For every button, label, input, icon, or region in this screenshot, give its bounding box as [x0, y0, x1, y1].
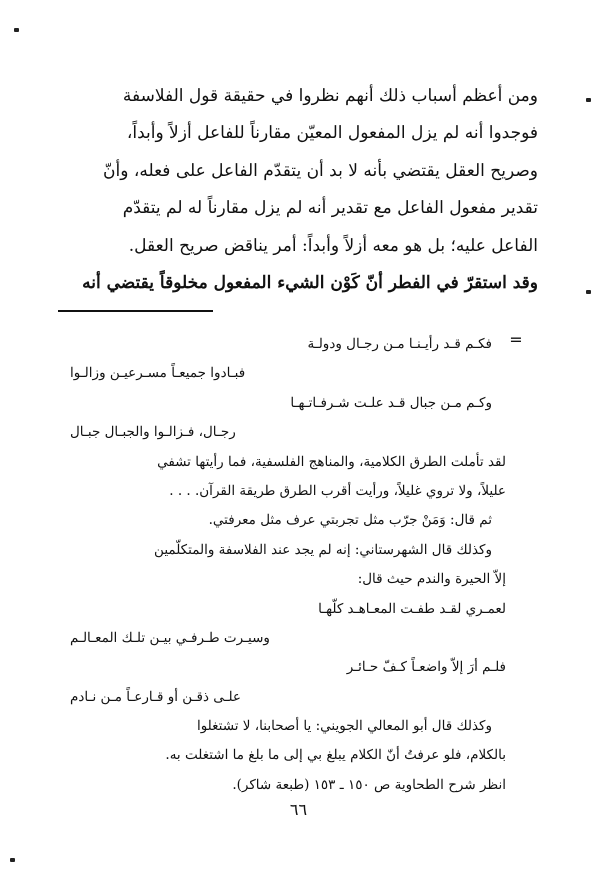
footnote-separator — [58, 310, 213, 312]
main-text-line: الفاعل عليه؛ بل هو معه أزلاً وأبداً: أمر يناقض صريح العقل. — [128, 235, 538, 256]
scan-mark — [14, 28, 19, 32]
footnote — [70, 330, 506, 800]
footnote-continuation-marker: = — [509, 330, 523, 349]
main-text-line: ومن أعظم أسباب ذلك أنهم نظروا في حقيقة قول الفلاسفة — [122, 86, 538, 106]
poem-line: فبـادوا جميعـاً مسـرعيـن وزالـوا — [70, 365, 246, 382]
footnote-line: ثم قال: وَمَنْ جرّب مثل تجربتي عرف مثل معرفتي. — [208, 512, 492, 529]
main-text-line: وصريح العقل يقتضي بأنه لا بد أن يتقدّم الفاعل على فعله، وأنّ — [103, 160, 538, 181]
page-number: ٦٦ — [289, 800, 308, 819]
poem-line: فلـم أرَ إلاّ واضعـاً كـفّ حـائـر — [346, 659, 506, 676]
footnote-line: بالكلام، فلو عرفتُ أنّ الكلام يبلغ بي إلى ما بلغ ما اشتغلت به. — [165, 747, 506, 764]
footnote-line: إلاّ الحيرة والندم حيث قال: — [357, 571, 506, 588]
main-text-line: وقد استقرّ في الفطر أنّ كَوْن الشيء المفعول مخلوقاً يقتضي أنه — [82, 272, 538, 293]
poem-line: لعمـري لقـد طفـت المعـاهـد كلّهـا — [318, 600, 506, 617]
poem-line: علـى ذقـن أو قـارعـاً مـن نـادم — [70, 688, 241, 705]
footnote-line: وكذلك قال أبو المعالي الجويني: يا أصحابنا، لا تشتغلوا — [196, 718, 492, 735]
poem-line: وكـم مـن جبال قـد علـت شـرفـاتـهـا — [290, 394, 492, 411]
scan-mark — [586, 290, 591, 294]
footnote-line: انظر شرح الطحاوية ص ١٥٠ ـ ١٥٣ (طبعة شاكر). — [232, 776, 506, 793]
footnote-line: عليلاً، ولا تروي غليلاً، ورأيت أقرب الطرق طريقة القرآن. . . . — [169, 482, 506, 499]
poem-line: وسيـرت طـرفـي بيـن تلـك المعـالـم — [70, 629, 270, 646]
main-text — [58, 78, 538, 302]
main-text-line: فوجدوا أنه لم يزل المفعول المعيّن مقارناً للفاعل أزلاً وأبداً، — [126, 123, 538, 144]
poem-line: رجـال، فـزالـوا والجبـال جبـال — [70, 424, 236, 441]
scan-mark — [586, 98, 591, 102]
footnote-line: لقد تأملت الطرق الكلامية، والمناهج الفلسفية، فما رأيتها تشفي — [157, 453, 506, 470]
poem-line: فكـم قـد رأيـنـا مـن رجـال ودولـة — [307, 336, 492, 352]
scan-mark — [10, 858, 15, 862]
footnote-line: وكذلك قال الشهرستاني: إنه لم يجد عند الفلاسفة والمتكلّمين — [154, 541, 492, 558]
main-text-line: تقدير مفعول الفاعل مع تقدير أنه لم يزل مقارناً له لم يتقدّم — [122, 198, 538, 219]
